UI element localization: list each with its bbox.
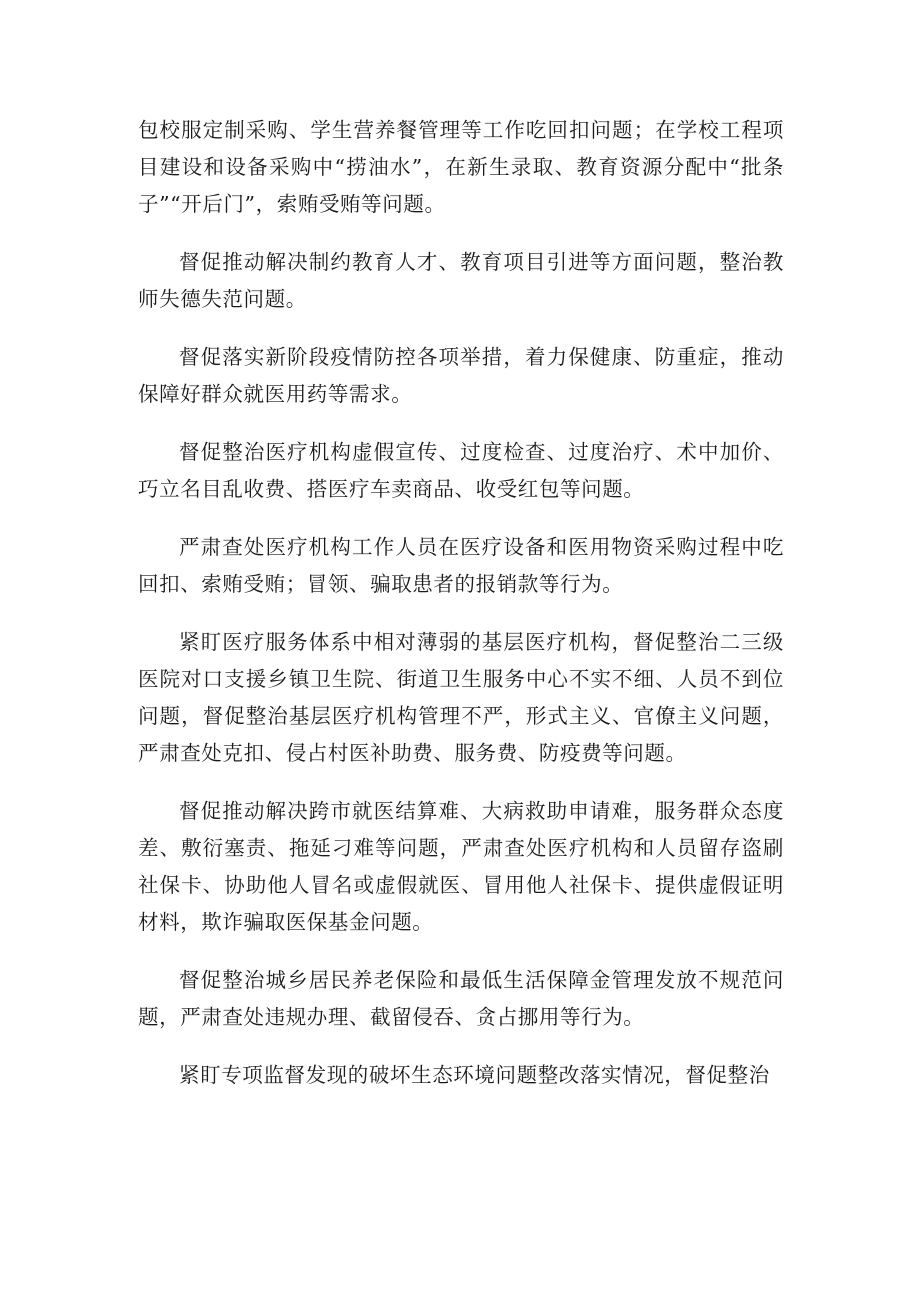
paragraph-5: 严肃查处医疗机构工作人员在医疗设备和医用物资采购过程中吃回扣、索贿受贿；冒领、骗取患者的报销款等行为。	[138, 535, 784, 596]
paragraph-6: 紧盯医疗服务体系中相对薄弱的基层医疗机构，督促整治二三级医院对口支援乡镇卫生院、街道卫生服务中心不实不细、人员不到位问题，督促整治基层医疗机构管理不严，形式主义、官僚主义问题，严肃查处克扣、侵占村医补助费、服务费、防疫费等问题。	[138, 630, 784, 765]
paragraph-4: 督促整治医疗机构虚假宣传、过度检查、过度治疗、术中加价、巧立名目乱收费、搭医疗车卖商品、收受红包等问题。	[138, 440, 784, 501]
paragraph-2: 督促推动解决制约教育人才、教育项目引进等方面问题，整治教师失德失范问题。	[138, 250, 784, 311]
paragraph-1: 包校服定制采购、学生营养餐管理等工作吃回扣问题；在学校工程项目建设和设备采购中“捞油水”，在新生录取、教育资源分配中“批条子”“开后门”，索贿受贿等问题。	[138, 118, 784, 216]
paragraph-8: 督促整治城乡居民养老保险和最低生活保障金管理发放不规范问题，严肃查处违规办理、截留侵吞、贪占挪用等行为。	[138, 968, 784, 1029]
paragraph-9: 紧盯专项监督发现的破坏生态环境问题整改落实情况，督促整治	[179, 1063, 770, 1087]
paragraph-7: 督促推动解决跨市就医结算难、大病救助申请难，服务群众态度差、敷衍塞责、拖延刁难等问题，严肃查处医疗机构和人员留存盗刷社保卡、协助他人冒名或虚假就医、冒用他人社保卡、提供虚假证明材料，欺诈骗取医保基金问题。	[138, 799, 784, 934]
paragraph-3: 督促落实新阶段疫情防控各项举措，着力保健康、防重症，推动保障好群众就医用药等需求。	[138, 345, 784, 406]
